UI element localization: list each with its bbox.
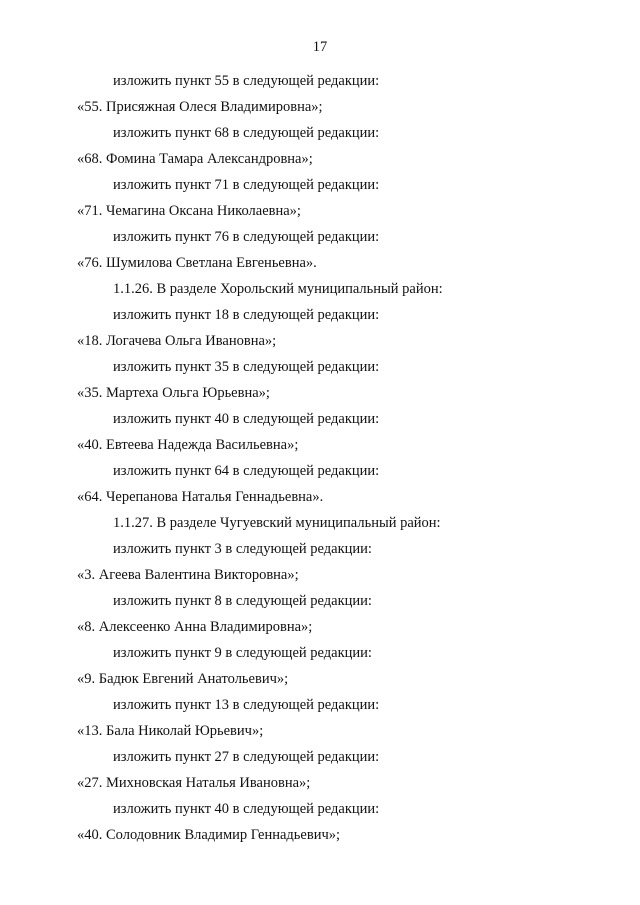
amended-entry-line: «55. Присяжная Олеся Владимировна»; <box>77 99 323 115</box>
instruction-line: изложить пункт 35 в следующей редакции: <box>113 359 380 375</box>
instruction-line: изложить пункт 9 в следующей редакции: <box>113 645 372 661</box>
document-body <box>0 68 640 848</box>
amended-entry-line: «68. Фомина Тамара Александровна»; <box>77 151 313 167</box>
instruction-line: изложить пункт 55 в следующей редакции: <box>113 73 380 89</box>
amended-entry-line: «64. Черепанова Наталья Геннадьевна». <box>77 489 324 505</box>
page-number: 17 <box>312 39 328 55</box>
section-heading-line: 1.1.27. В разделе Чугуевский муниципальный район: <box>113 515 441 531</box>
instruction-line: изложить пункт 8 в следующей редакции: <box>113 593 372 609</box>
amended-entry-line: «3. Агеева Валентина Викторовна»; <box>77 567 299 583</box>
instruction-line: изложить пункт 71 в следующей редакции: <box>113 177 380 193</box>
amended-entry-line: «9. Бадюк Евгений Анатольевич»; <box>77 671 289 687</box>
amended-entry-line: «40. Солодовник Владимир Геннадьевич»; <box>77 827 341 843</box>
amended-entry-line: «13. Бала Николай Юрьевич»; <box>77 723 264 739</box>
amended-entry-line: «76. Шумилова Светлана Евгеньевна». <box>77 255 317 271</box>
amended-entry-line: «40. Евтеева Надежда Васильевна»; <box>77 437 299 453</box>
instruction-line: изложить пункт 68 в следующей редакции: <box>113 125 380 141</box>
amended-entry-line: «71. Чемагина Оксана Николаевна»; <box>77 203 301 219</box>
amended-entry-line: «18. Логачева Ольга Ивановна»; <box>77 333 277 349</box>
instruction-line: изложить пункт 40 в следующей редакции: <box>113 411 380 427</box>
instruction-line: изложить пункт 64 в следующей редакции: <box>113 463 380 479</box>
instruction-line: изложить пункт 13 в следующей редакции: <box>113 697 380 713</box>
instruction-line: изложить пункт 76 в следующей редакции: <box>113 229 380 245</box>
amended-entry-line: «8. Алексеенко Анна Владимировна»; <box>77 619 313 635</box>
amended-entry-line: «35. Мартеха Ольга Юрьевна»; <box>77 385 270 401</box>
section-heading-line: 1.1.26. В разделе Хорольский муниципальный район: <box>113 281 443 297</box>
instruction-line: изложить пункт 3 в следующей редакции: <box>113 541 372 557</box>
instruction-line: изложить пункт 40 в следующей редакции: <box>113 801 380 817</box>
instruction-line: изложить пункт 27 в следующей редакции: <box>113 749 380 765</box>
instruction-line: изложить пункт 18 в следующей редакции: <box>113 307 380 323</box>
amended-entry-line: «27. Михновская Наталья Ивановна»; <box>77 775 311 791</box>
